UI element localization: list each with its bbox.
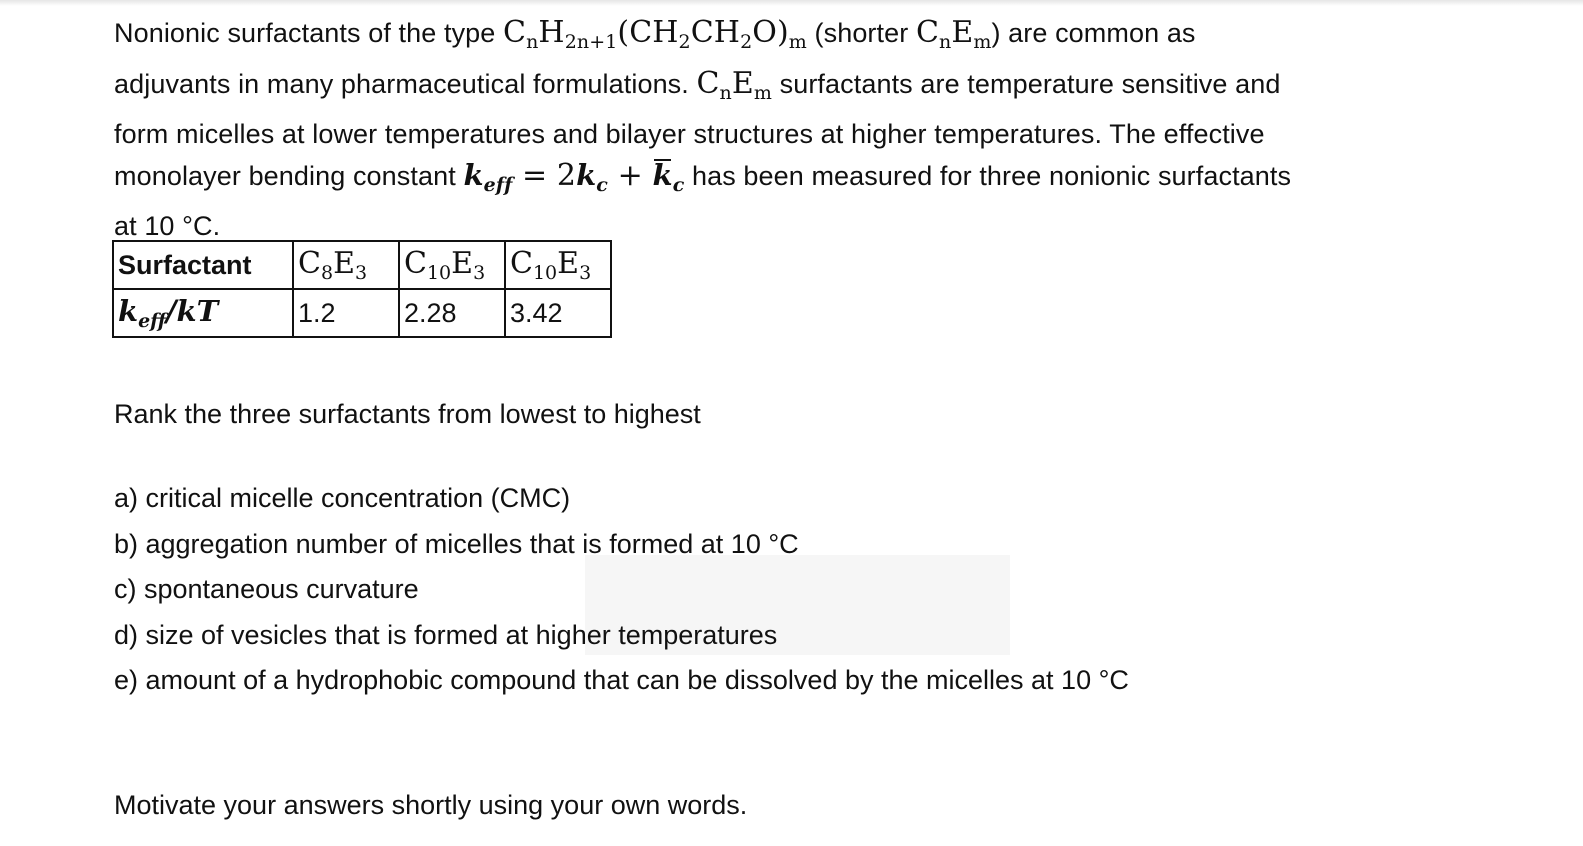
- bending-constant-table: [112, 240, 612, 338]
- value-cell-c10e3-b: 3.42: [505, 289, 611, 337]
- intro-line-4: monolayer bending constant $k_{eff} = 2k_c + k_c$ has been measured for three nonionic surfactants: [114, 155, 1514, 206]
- header-cell-c10e3-a: $C_{10}E_3$: [399, 241, 505, 289]
- header-cell-c10e3-b: $C_{10}E_3$: [505, 241, 611, 289]
- intro-line-5: at 10 °C.: [114, 211, 221, 241]
- header-cell-label: Surfactant: [113, 241, 293, 289]
- intro-line-3: form micelles at lower temperatures and bilayer structures at higher temperatures. The effective: [114, 119, 1265, 149]
- row-label-keff: $k_{eff}/kT$: [113, 289, 293, 337]
- top-divider: [0, 0, 1583, 6]
- intro-line-2: adjuvants in many pharmaceutical formulations. $C_nE_m$ surfactants are temperature sensitive and: [114, 66, 1281, 104]
- value-cell-c10e3-a: 2.28: [399, 289, 505, 337]
- formula-short-2: $C_nE_m$: [696, 66, 773, 104]
- kc-symbol: $k_c$: [576, 158, 608, 196]
- question-b: b) aggregation number of micelles that is formed at 10 °C: [114, 529, 799, 559]
- question-a: a) critical micelle concentration (CMC): [114, 483, 571, 513]
- value-cell-c8e3: 1.2: [293, 289, 399, 337]
- table-header-row: [113, 241, 611, 289]
- table-value-row: [113, 289, 611, 337]
- rank-prompt: Rank the three surfactants from lowest to highest: [114, 399, 701, 429]
- closing-instruction: Motivate your answers shortly using your own words.: [114, 790, 748, 820]
- intro-paragraph: [114, 12, 1514, 247]
- header-cell-c8e3: $C_8E_3$: [293, 241, 399, 289]
- question-d: d) size of vesicles that is formed at higher temperatures: [114, 620, 778, 650]
- formula-general: $C_nH_{2n+1}(CH_2CH_2O)_m$: [503, 15, 807, 53]
- intro-line-1: Nonionic surfactants of the type $C_nH_{2n+1}(CH_2CH_2O)_m$ (shorter $C_nE_m$) are common as: [114, 15, 1196, 53]
- formula-short: $C_nE_m$: [915, 15, 992, 53]
- question-c: c) spontaneous curvature: [114, 574, 419, 604]
- question-e: e) amount of a hydrophobic compound that can be dissolved by the micelles at 10 °C: [114, 665, 1129, 695]
- keff-symbol: $k_{eff}$: [463, 158, 513, 196]
- kbar-symbol: $k_c$: [652, 158, 684, 192]
